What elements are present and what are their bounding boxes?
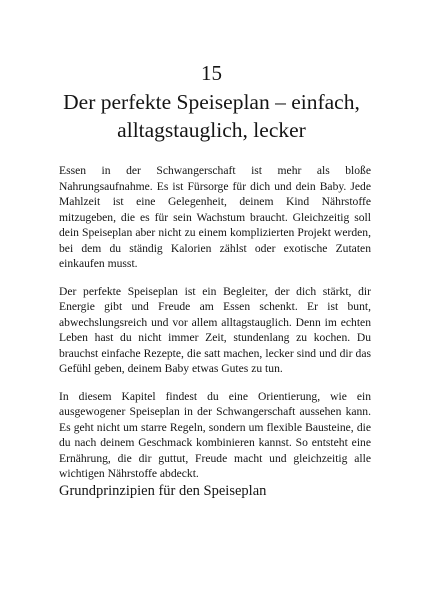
body-paragraph: Essen in der Schwangerschaft ist mehr als bloße Nahrungsaufnahme. Es ist Fürsorge für dich und dein Baby. Jede Mahlzeit ist eine Gelegenheit, deinem Kind Nährstoffe mitzugeben, die es für sein Wachstum braucht. Gleichzeitig soll dein Speiseplan aber nicht zu einem komplizierten Projekt werden, bei dem du ständig Kalorien zählst oder exotische Zutaten einkaufen musst.	[59, 164, 371, 270]
body-paragraph: In diesem Kapitel findest du eine Orientierung, wie ein ausgewogener Speiseplan in der Schwangerschaft aussehen kann. Es geht nicht um starre Regeln, sondern um flexible Bausteine, die du nach deinem Geschmack kombinieren kannst. So entsteht eine Ernährung, die dir guttut, Freude macht und gleichzeitig alle wichtigen Nährstoffe abdeckt.	[59, 389, 371, 480]
chapter-title: Der perfekte Speiseplan – einfach, alltagstauglich, lecker	[63, 90, 360, 142]
chapter-body	[59, 163, 371, 494]
section-heading: Grundprinzipien für den Speiseplan	[59, 483, 267, 499]
chapter-number: 15	[201, 61, 222, 85]
body-paragraph: Der perfekte Speiseplan ist ein Begleiter, der dich stärkt, dir Energie gibt und Freude am Essen schenkt. Er ist bunt, abwechslungsreich und vor allem alltagstauglich. Denn im echten Leben hast du nicht immer Zeit, stundenlang zu kochen. Du brauchst einfache Rezepte, die satt machen, lecker sind und dir das Gefühl geben, deinem Baby etwas Gutes zu tun.	[59, 284, 371, 375]
